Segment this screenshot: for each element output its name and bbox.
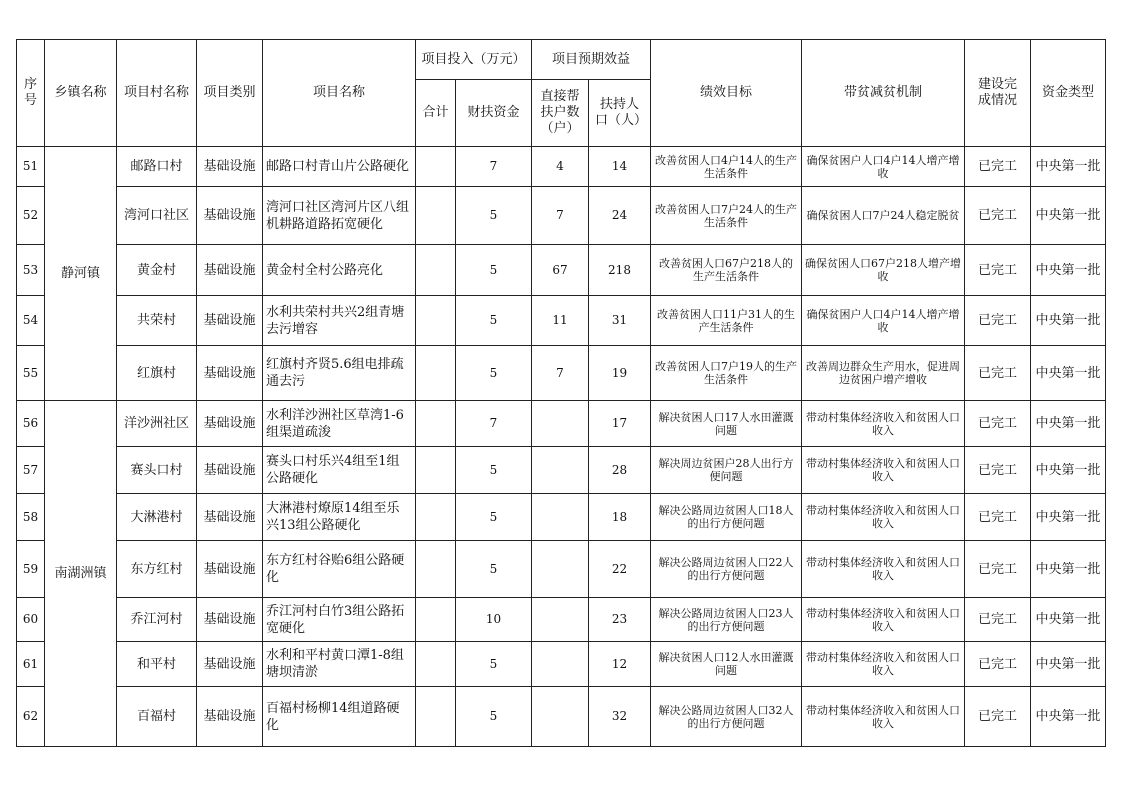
cell-status: 已完工 bbox=[965, 494, 1031, 541]
cell-total bbox=[416, 147, 456, 187]
cell-population: 17 bbox=[589, 401, 651, 447]
cell-total bbox=[416, 346, 456, 401]
cell-population: 12 bbox=[589, 642, 651, 687]
cell-total bbox=[416, 598, 456, 642]
cell-fund-type: 中央第一批 bbox=[1031, 296, 1106, 346]
cell-project: 水利和平村黄口潭1-8组塘坝清淤 bbox=[263, 642, 416, 687]
cell-seq: 55 bbox=[17, 346, 45, 401]
cell-goal: 改善贫困人口7户19人的生产生活条件 bbox=[651, 346, 802, 401]
cell-seq: 59 bbox=[17, 541, 45, 598]
cell-goal: 解决公路周边贫困人口32人的出行方便问题 bbox=[651, 687, 802, 747]
cell-category: 基础设施 bbox=[197, 346, 263, 401]
cell-population: 31 bbox=[589, 296, 651, 346]
header-population: 扶持人口（人） bbox=[589, 80, 651, 147]
cell-total bbox=[416, 296, 456, 346]
cell-goal: 改善贫困人口67户218人的生产生活条件 bbox=[651, 245, 802, 296]
cell-status: 已完工 bbox=[965, 147, 1031, 187]
header-fund-type: 资金类型 bbox=[1031, 40, 1106, 147]
cell-status: 已完工 bbox=[965, 541, 1031, 598]
cell-mechanism: 带动村集体经济收入和贫困人口收入 bbox=[802, 447, 965, 494]
cell-project: 水利共荣村共兴2组青塘去污增容 bbox=[263, 296, 416, 346]
cell-town: 静河镇 bbox=[45, 147, 117, 401]
cell-goal: 改善贫困人口11户31人的生产生活条件 bbox=[651, 296, 802, 346]
cell-households: 7 bbox=[532, 187, 589, 245]
cell-status: 已完工 bbox=[965, 447, 1031, 494]
cell-population: 18 bbox=[589, 494, 651, 541]
cell-households: 67 bbox=[532, 245, 589, 296]
cell-village: 共荣村 bbox=[117, 296, 197, 346]
cell-mechanism: 确保贫困户人口4户14人增产增收 bbox=[802, 147, 965, 187]
cell-fund-type: 中央第一批 bbox=[1031, 245, 1106, 296]
cell-seq: 56 bbox=[17, 401, 45, 447]
cell-goal: 改善贫困人口4户14人的生产生活条件 bbox=[651, 147, 802, 187]
cell-fiscal: 5 bbox=[456, 687, 532, 747]
header-category: 项目类别 bbox=[197, 40, 263, 147]
header-seq: 序号 bbox=[17, 40, 45, 147]
cell-fund-type: 中央第一批 bbox=[1031, 401, 1106, 447]
cell-households: 4 bbox=[532, 147, 589, 187]
cell-seq: 58 bbox=[17, 494, 45, 541]
cell-goal: 解决贫困人口17人水田灌溉问题 bbox=[651, 401, 802, 447]
cell-village: 大淋港村 bbox=[117, 494, 197, 541]
cell-mechanism: 带动村集体经济收入和贫困人口收入 bbox=[802, 494, 965, 541]
header-project: 项目名称 bbox=[263, 40, 416, 147]
cell-status: 已完工 bbox=[965, 346, 1031, 401]
cell-fiscal: 5 bbox=[456, 187, 532, 245]
cell-goal: 改善贫困人口7户24人的生产生活条件 bbox=[651, 187, 802, 245]
cell-project: 黄金村全村公路亮化 bbox=[263, 245, 416, 296]
cell-project: 湾河口社区湾河片区八组机耕路道路拓宽硬化 bbox=[263, 187, 416, 245]
cell-population: 24 bbox=[589, 187, 651, 245]
cell-seq: 57 bbox=[17, 447, 45, 494]
cell-population: 32 bbox=[589, 687, 651, 747]
cell-village: 湾河口社区 bbox=[117, 187, 197, 245]
cell-fund-type: 中央第一批 bbox=[1031, 541, 1106, 598]
cell-village: 赛头口村 bbox=[117, 447, 197, 494]
cell-households bbox=[532, 447, 589, 494]
cell-town: 南湖洲镇 bbox=[45, 401, 117, 747]
cell-mechanism: 带动村集体经济收入和贫困人口收入 bbox=[802, 598, 965, 642]
header-town: 乡镇名称 bbox=[45, 40, 117, 147]
header-total: 合计 bbox=[416, 80, 456, 147]
cell-total bbox=[416, 541, 456, 598]
cell-mechanism: 带动村集体经济收入和贫困人口收入 bbox=[802, 642, 965, 687]
cell-category: 基础设施 bbox=[197, 598, 263, 642]
cell-category: 基础设施 bbox=[197, 541, 263, 598]
cell-project: 水利洋沙洲社区草湾1-6组渠道疏浚 bbox=[263, 401, 416, 447]
header-benefit: 项目预期效益 bbox=[532, 40, 651, 80]
cell-population: 14 bbox=[589, 147, 651, 187]
cell-seq: 52 bbox=[17, 187, 45, 245]
cell-fiscal: 5 bbox=[456, 447, 532, 494]
cell-goal: 解决周边贫困户28人出行方便问题 bbox=[651, 447, 802, 494]
cell-village: 东方红村 bbox=[117, 541, 197, 598]
cell-village: 黄金村 bbox=[117, 245, 197, 296]
cell-seq: 62 bbox=[17, 687, 45, 747]
header-households: 直接帮扶户数（户） bbox=[532, 80, 589, 147]
cell-households bbox=[532, 541, 589, 598]
cell-project: 百福村杨柳14组道路硬化 bbox=[263, 687, 416, 747]
cell-goal: 解决公路周边贫困人口23人的出行方便问题 bbox=[651, 598, 802, 642]
project-table bbox=[16, 39, 1106, 747]
cell-seq: 51 bbox=[17, 147, 45, 187]
cell-seq: 54 bbox=[17, 296, 45, 346]
cell-population: 218 bbox=[589, 245, 651, 296]
cell-village: 乔江河村 bbox=[117, 598, 197, 642]
cell-village: 邮路口村 bbox=[117, 147, 197, 187]
cell-category: 基础设施 bbox=[197, 296, 263, 346]
cell-fund-type: 中央第一批 bbox=[1031, 346, 1106, 401]
cell-households bbox=[532, 598, 589, 642]
cell-households bbox=[532, 687, 589, 747]
cell-status: 已完工 bbox=[965, 642, 1031, 687]
cell-village: 和平村 bbox=[117, 642, 197, 687]
cell-total bbox=[416, 447, 456, 494]
cell-population: 19 bbox=[589, 346, 651, 401]
cell-village: 红旗村 bbox=[117, 346, 197, 401]
cell-category: 基础设施 bbox=[197, 642, 263, 687]
cell-seq: 61 bbox=[17, 642, 45, 687]
cell-category: 基础设施 bbox=[197, 447, 263, 494]
cell-mechanism: 确保贫困人口7户24人稳定脱贫 bbox=[802, 187, 965, 245]
cell-seq: 53 bbox=[17, 245, 45, 296]
cell-status: 已完工 bbox=[965, 687, 1031, 747]
cell-goal: 解决公路周边贫困人口18人的出行方便问题 bbox=[651, 494, 802, 541]
cell-category: 基础设施 bbox=[197, 401, 263, 447]
cell-village: 百福村 bbox=[117, 687, 197, 747]
cell-mechanism: 带动村集体经济收入和贫困人口收入 bbox=[802, 687, 965, 747]
cell-fund-type: 中央第一批 bbox=[1031, 187, 1106, 245]
cell-mechanism: 改善周边群众生产用水，促进周边贫困户增产增收 bbox=[802, 346, 965, 401]
cell-status: 已完工 bbox=[965, 401, 1031, 447]
cell-fund-type: 中央第一批 bbox=[1031, 687, 1106, 747]
cell-fund-type: 中央第一批 bbox=[1031, 494, 1106, 541]
header-mechanism: 带贫减贫机制 bbox=[802, 40, 965, 147]
cell-total bbox=[416, 494, 456, 541]
cell-status: 已完工 bbox=[965, 187, 1031, 245]
cell-fund-type: 中央第一批 bbox=[1031, 642, 1106, 687]
cell-population: 23 bbox=[589, 598, 651, 642]
cell-total bbox=[416, 401, 456, 447]
header-fiscal: 财扶资金 bbox=[456, 80, 532, 147]
cell-fund-type: 中央第一批 bbox=[1031, 598, 1106, 642]
cell-population: 22 bbox=[589, 541, 651, 598]
cell-mechanism: 带动村集体经济收入和贫困人口收入 bbox=[802, 541, 965, 598]
cell-fund-type: 中央第一批 bbox=[1031, 447, 1106, 494]
cell-goal: 解决贫困人口12人水田灌溉问题 bbox=[651, 642, 802, 687]
header-investment: 项目投入（万元） bbox=[416, 40, 532, 80]
header-village: 项目村名称 bbox=[117, 40, 197, 147]
header-goal: 绩效目标 bbox=[651, 40, 802, 147]
header-status: 建设完成情况 bbox=[965, 40, 1031, 147]
cell-fiscal: 10 bbox=[456, 598, 532, 642]
cell-fiscal: 5 bbox=[456, 541, 532, 598]
cell-status: 已完工 bbox=[965, 245, 1031, 296]
cell-project: 赛头口村乐兴4组至1组公路硬化 bbox=[263, 447, 416, 494]
cell-category: 基础设施 bbox=[197, 245, 263, 296]
cell-category: 基础设施 bbox=[197, 494, 263, 541]
cell-fiscal: 5 bbox=[456, 296, 532, 346]
cell-fiscal: 5 bbox=[456, 245, 532, 296]
cell-fund-type: 中央第一批 bbox=[1031, 147, 1106, 187]
cell-mechanism: 确保贫困人口67户218人增产增收 bbox=[802, 245, 965, 296]
cell-households bbox=[532, 642, 589, 687]
cell-households: 7 bbox=[532, 346, 589, 401]
cell-households bbox=[532, 494, 589, 541]
cell-category: 基础设施 bbox=[197, 147, 263, 187]
cell-households bbox=[532, 401, 589, 447]
cell-population: 28 bbox=[589, 447, 651, 494]
cell-category: 基础设施 bbox=[197, 687, 263, 747]
cell-project: 东方红村谷贻6组公路硬化 bbox=[263, 541, 416, 598]
cell-fiscal: 7 bbox=[456, 147, 532, 187]
cell-fiscal: 5 bbox=[456, 494, 532, 541]
cell-project: 大淋港村燎原14组至乐兴13组公路硬化 bbox=[263, 494, 416, 541]
cell-village: 洋沙洲社区 bbox=[117, 401, 197, 447]
cell-seq: 60 bbox=[17, 598, 45, 642]
cell-mechanism: 确保贫困户人口4户14人增产增收 bbox=[802, 296, 965, 346]
cell-fiscal: 5 bbox=[456, 642, 532, 687]
cell-goal: 解决公路周边贫困人口22人的出行方便问题 bbox=[651, 541, 802, 598]
cell-project: 乔江河村白竹3组公路拓宽硬化 bbox=[263, 598, 416, 642]
cell-total bbox=[416, 642, 456, 687]
cell-project: 红旗村齐贤5.6组电排疏通去污 bbox=[263, 346, 416, 401]
cell-total bbox=[416, 187, 456, 245]
cell-total bbox=[416, 245, 456, 296]
cell-status: 已完工 bbox=[965, 598, 1031, 642]
cell-households: 11 bbox=[532, 296, 589, 346]
cell-status: 已完工 bbox=[965, 296, 1031, 346]
cell-total bbox=[416, 687, 456, 747]
cell-mechanism: 带动村集体经济收入和贫困人口收入 bbox=[802, 401, 965, 447]
cell-fiscal: 5 bbox=[456, 346, 532, 401]
cell-fiscal: 7 bbox=[456, 401, 532, 447]
cell-project: 邮路口村青山片公路硬化 bbox=[263, 147, 416, 187]
cell-category: 基础设施 bbox=[197, 187, 263, 245]
